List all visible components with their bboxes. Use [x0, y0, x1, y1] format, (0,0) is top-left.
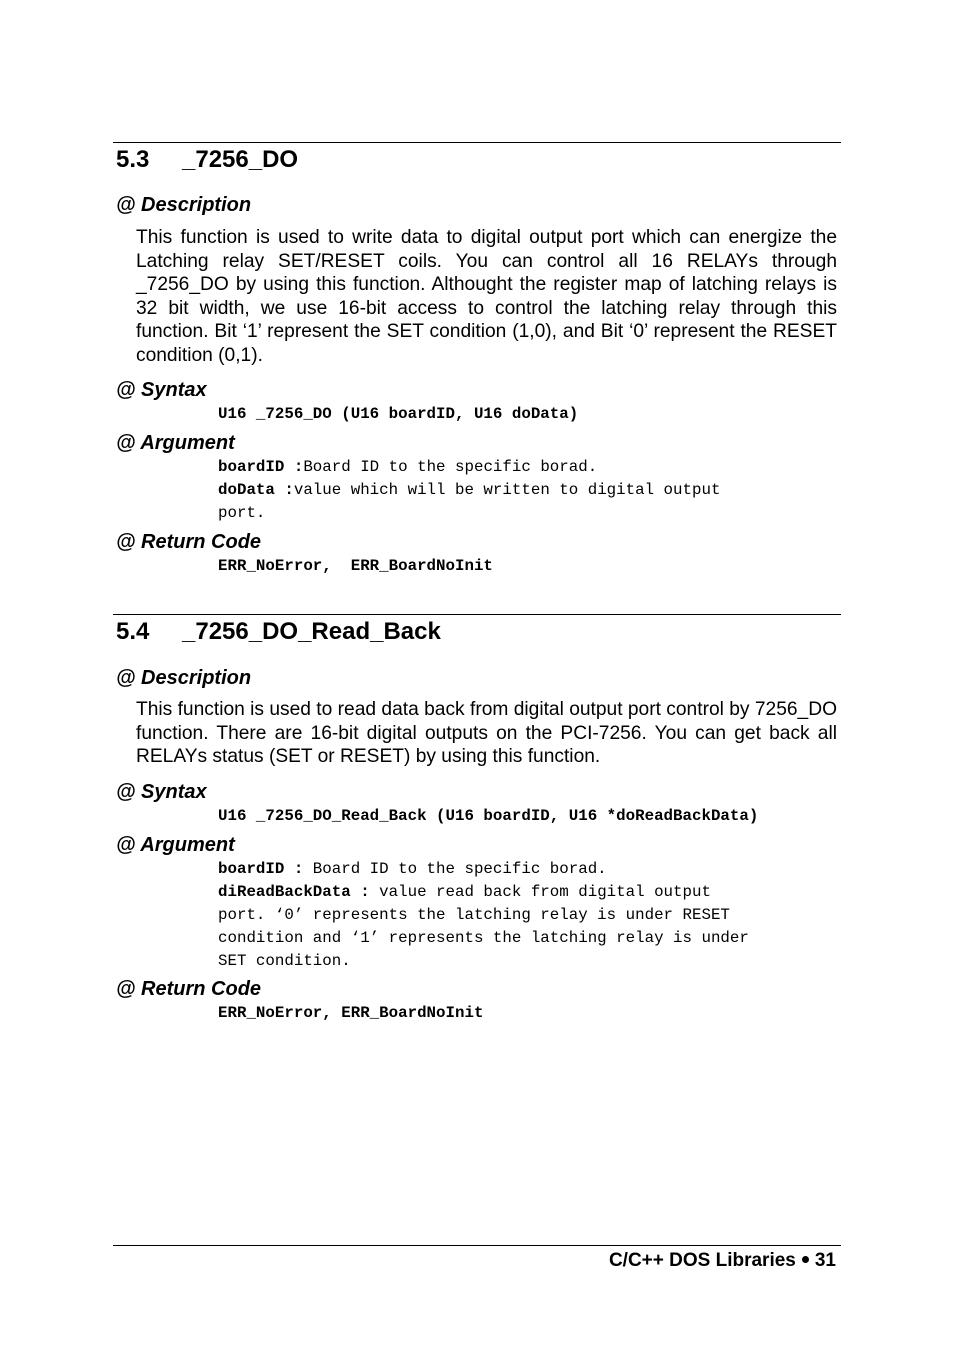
- return-codes: ERR_NoError, ERR_BoardNoInit: [218, 1004, 484, 1022]
- description-text: This function is used to write data to digital output port which can energize the Latching relay SET/RESET coils. You can control all 16 RELAYs through _7256_DO by using this function. Althought the register map of latching relays is 32 bit width, we use 16-bit access to control the latching relay through this function. Bit ‘1’ represent the SET condition (1,0), and Bit ‘0’ represent the RESET condition (0,1).: [136, 227, 837, 366]
- argument-description-cont: port. ‘0’ represents the latching relay is under RESET: [218, 906, 730, 924]
- section-title: _7256_DO_Read_Back: [182, 618, 441, 645]
- return-codes: ERR_NoError, ERR_BoardNoInit: [218, 557, 493, 575]
- page-footer: [609, 1250, 836, 1272]
- argument-description-cont: condition and ‘1’ represents the latching relay is under: [218, 929, 749, 947]
- argument-description: value read back from digital output: [379, 883, 711, 901]
- syntax-code: U16 _7256_DO (U16 boardID, U16 doData): [218, 405, 579, 423]
- page-number: 31: [814, 1250, 836, 1271]
- return-code-label: @ Return Code: [116, 531, 262, 553]
- argument-label: @ Argument: [116, 432, 235, 454]
- description-text: This function is used to read data back from digital output port control by 7256_DO function. There are 16-bit digital outputs on the PCI-7256. You can get back all RELAYs status (SET or RESET) by using this function.: [136, 699, 837, 767]
- syntax-code: U16 _7256_DO_Read_Back (U16 boardID, U16 *doReadBackData): [218, 807, 759, 825]
- return-code-label: @ Return Code: [116, 978, 262, 1000]
- syntax-label: @ Syntax: [116, 379, 207, 401]
- argument-list: [218, 456, 720, 525]
- section-number: 5.3: [116, 146, 150, 173]
- argument-list: [218, 858, 749, 973]
- argument-description: Board ID to the specific borad.: [312, 860, 607, 878]
- section-divider: [113, 614, 841, 615]
- section-heading: [116, 618, 441, 646]
- footer-title: C/C++ DOS Libraries: [608, 1250, 796, 1271]
- section-heading: [116, 146, 298, 174]
- argument-description-cont: port.: [218, 504, 266, 522]
- argument-name: boardID :: [218, 860, 313, 878]
- description-label: @ Description: [116, 667, 252, 689]
- argument-description: value which will be written to digital output: [293, 481, 721, 499]
- section-divider: [113, 142, 841, 143]
- argument-description-cont: SET condition.: [218, 952, 351, 970]
- syntax-label: @ Syntax: [116, 781, 207, 803]
- section-number: 5.4: [116, 618, 150, 645]
- section-title: _7256_DO: [182, 146, 299, 173]
- argument-name: boardID :: [218, 458, 304, 476]
- argument-label: @ Argument: [116, 834, 235, 856]
- argument-name: diReadBackData :: [218, 883, 380, 901]
- bullet-icon: [802, 1256, 809, 1263]
- argument-description: Board ID to the specific borad.: [303, 458, 598, 476]
- argument-name: doData :: [218, 481, 294, 499]
- footer-divider: [113, 1245, 841, 1246]
- description-label: @ Description: [116, 194, 252, 216]
